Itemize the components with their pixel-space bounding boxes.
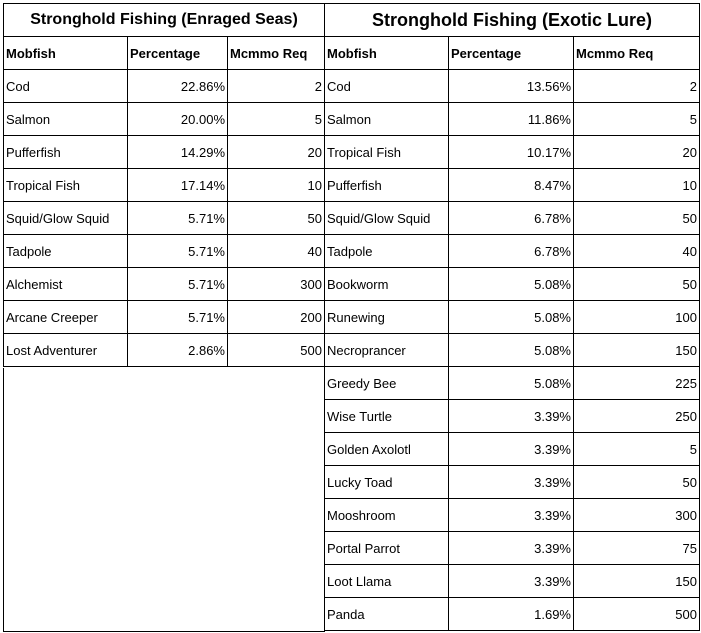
table-row [324,103,700,136]
percentage-cell: 3.39% [449,532,574,565]
mcmmo-req-cell: 40 [574,235,700,268]
percentage-cell: 20.00% [128,103,228,136]
mobfish-cell: Golden Axolotl [324,433,449,466]
mcmmo-req-cell: 5 [228,103,325,136]
table-row [324,565,700,598]
header-row [3,37,325,70]
percentage-cell: 5.71% [128,268,228,301]
mcmmo-req-cell: 10 [228,169,325,202]
mcmmo-req-cell: 50 [574,466,700,499]
mobfish-cell: Runewing [324,301,449,334]
mobfish-cell: Squid/Glow Squid [3,202,128,235]
percentage-cell: 17.14% [128,169,228,202]
mcmmo-req-cell: 50 [574,268,700,301]
column-header-mobfish: Mobfish [3,37,128,70]
mobfish-cell: Salmon [324,103,449,136]
percentage-cell: 8.47% [449,169,574,202]
table-row [3,268,325,301]
mobfish-cell: Cod [324,70,449,103]
table-row [324,301,700,334]
percentage-cell: 5.08% [449,367,574,400]
table-row [324,334,700,367]
table-row [3,334,325,367]
table-row [324,169,700,202]
table-row [3,169,325,202]
column-header-percentage: Percentage [128,37,228,70]
percentage-cell: 3.39% [449,400,574,433]
mobfish-cell: Necroprancer [324,334,449,367]
percentage-cell: 5.71% [128,202,228,235]
mobfish-cell: Panda [324,598,449,631]
mobfish-cell: Mooshroom [324,499,449,532]
percentage-cell: 5.08% [449,301,574,334]
mcmmo-req-cell: 10 [574,169,700,202]
mobfish-cell: Arcane Creeper [3,301,128,334]
mobfish-cell: Tropical Fish [3,169,128,202]
table-body [3,70,325,367]
column-header-mcmmo-req: Mcmmo Req [574,37,700,70]
table-row [3,70,325,103]
mcmmo-req-cell: 20 [574,136,700,169]
exotic-lure-table [324,3,700,631]
table-row [324,70,700,103]
mcmmo-req-cell: 500 [228,334,325,367]
mcmmo-req-cell: 150 [574,565,700,598]
mcmmo-req-cell: 150 [574,334,700,367]
table-row [3,103,325,136]
table-title: Stronghold Fishing (Enraged Seas) [3,3,325,37]
percentage-cell: 3.39% [449,499,574,532]
table-row [3,136,325,169]
table-row [324,532,700,565]
column-header-percentage: Percentage [449,37,574,70]
table-row [324,400,700,433]
mobfish-cell: Tropical Fish [324,136,449,169]
mcmmo-req-cell: 5 [574,433,700,466]
table-row [324,202,700,235]
mcmmo-req-cell: 5 [574,103,700,136]
mobfish-cell: Lost Adventurer [3,334,128,367]
mobfish-cell: Bookworm [324,268,449,301]
mcmmo-req-cell: 100 [574,301,700,334]
mobfish-cell: Alchemist [3,268,128,301]
percentage-cell: 1.69% [449,598,574,631]
column-header-mobfish: Mobfish [324,37,449,70]
mcmmo-req-cell: 200 [228,301,325,334]
mobfish-cell: Loot Llama [324,565,449,598]
mcmmo-req-cell: 50 [228,202,325,235]
mcmmo-req-cell: 250 [574,400,700,433]
mobfish-cell: Cod [3,70,128,103]
mcmmo-req-cell: 2 [228,70,325,103]
table-row [3,202,325,235]
mcmmo-req-cell: 2 [574,70,700,103]
mcmmo-req-cell: 300 [574,499,700,532]
mobfish-cell: Tadpole [3,235,128,268]
mcmmo-req-cell: 225 [574,367,700,400]
percentage-cell: 5.71% [128,235,228,268]
mobfish-cell: Squid/Glow Squid [324,202,449,235]
mobfish-cell: Salmon [3,103,128,136]
table-row [324,235,700,268]
mcmmo-req-cell: 40 [228,235,325,268]
mobfish-cell: Wise Turtle [324,400,449,433]
table-row [324,598,700,631]
mcmmo-req-cell: 20 [228,136,325,169]
table-row [324,499,700,532]
table-row [324,433,700,466]
percentage-cell: 3.39% [449,466,574,499]
table-row [324,136,700,169]
mcmmo-req-cell: 500 [574,598,700,631]
percentage-cell: 5.71% [128,301,228,334]
percentage-cell: 2.86% [128,334,228,367]
percentage-cell: 22.86% [128,70,228,103]
mobfish-cell: Tadpole [324,235,449,268]
table-row [324,367,700,400]
mobfish-cell: Portal Parrot [324,532,449,565]
percentage-cell: 13.56% [449,70,574,103]
table-row [324,466,700,499]
percentage-cell: 6.78% [449,235,574,268]
table-title: Stronghold Fishing (Exotic Lure) [324,3,700,37]
percentage-cell: 10.17% [449,136,574,169]
table-row [3,235,325,268]
column-header-mcmmo-req: Mcmmo Req [228,37,325,70]
table-row [3,301,325,334]
percentage-cell: 3.39% [449,565,574,598]
empty-area [3,368,325,632]
mobfish-cell: Pufferfish [3,136,128,169]
percentage-cell: 11.86% [449,103,574,136]
mobfish-cell: Lucky Toad [324,466,449,499]
mobfish-cell: Pufferfish [324,169,449,202]
percentage-cell: 14.29% [128,136,228,169]
mcmmo-req-cell: 50 [574,202,700,235]
mcmmo-req-cell: 75 [574,532,700,565]
enraged-seas-table [3,3,325,367]
percentage-cell: 5.08% [449,268,574,301]
percentage-cell: 6.78% [449,202,574,235]
mobfish-cell: Greedy Bee [324,367,449,400]
header-row [324,37,700,70]
percentage-cell: 5.08% [449,334,574,367]
percentage-cell: 3.39% [449,433,574,466]
table-row [324,268,700,301]
table-body [324,70,700,631]
mcmmo-req-cell: 300 [228,268,325,301]
